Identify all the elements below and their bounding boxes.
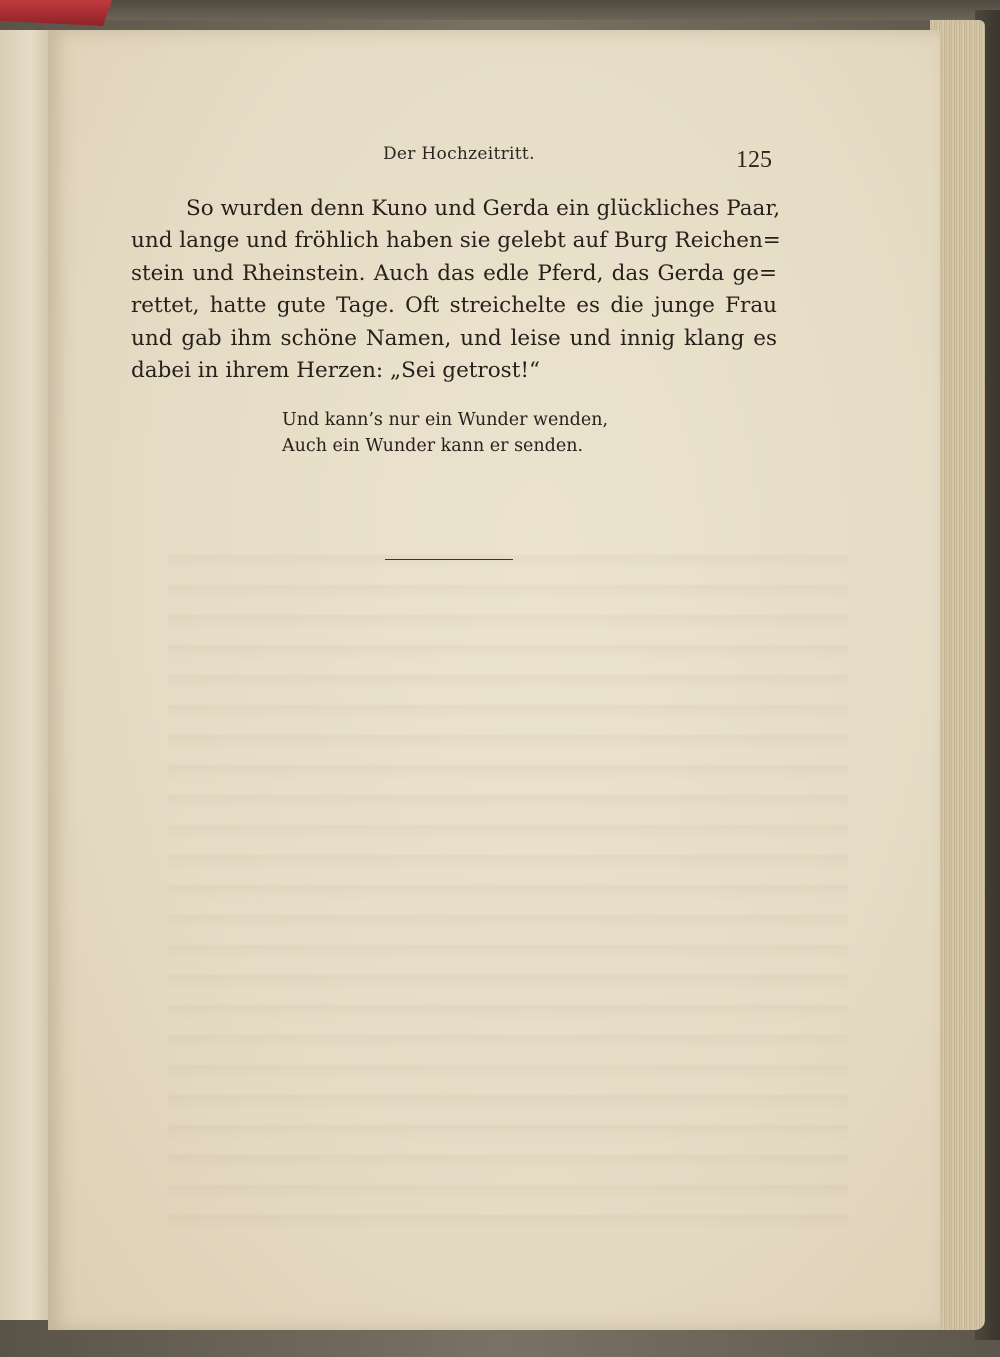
show-through [168, 540, 848, 1240]
running-head: Der Hochzeitritt. [383, 144, 535, 164]
verse-line: Auch ein Wunder kann er senden. [282, 436, 584, 456]
page-number: 125 [736, 147, 772, 173]
text-line: dabei in ihrem Herzen: „Sei getrost!“ [131, 357, 540, 383]
text-line: So wurden denn Kuno und Gerda ein glückliches Paar, [186, 196, 781, 221]
text-line: und gab ihm schöne Namen, und leise und innig klang es [131, 325, 777, 351]
body-paragraph [131, 193, 781, 387]
text-line: und lange und fröhlich haben sie gelebt auf Burg Reichen= [131, 228, 781, 254]
text-line: rettet, hatte gute Tage. Oft streichelte es die junge Frau [131, 293, 777, 319]
verse-block [282, 407, 608, 459]
book-cover-top [100, 0, 1000, 20]
text-line: stein und Rheinstein. Auch das edle Pferd, das Gerda ge= [131, 260, 777, 286]
verse-line: Und kann’s nur ein Wunder wenden, [282, 410, 609, 430]
facing-page [0, 30, 54, 1320]
section-end-rule [385, 559, 513, 560]
